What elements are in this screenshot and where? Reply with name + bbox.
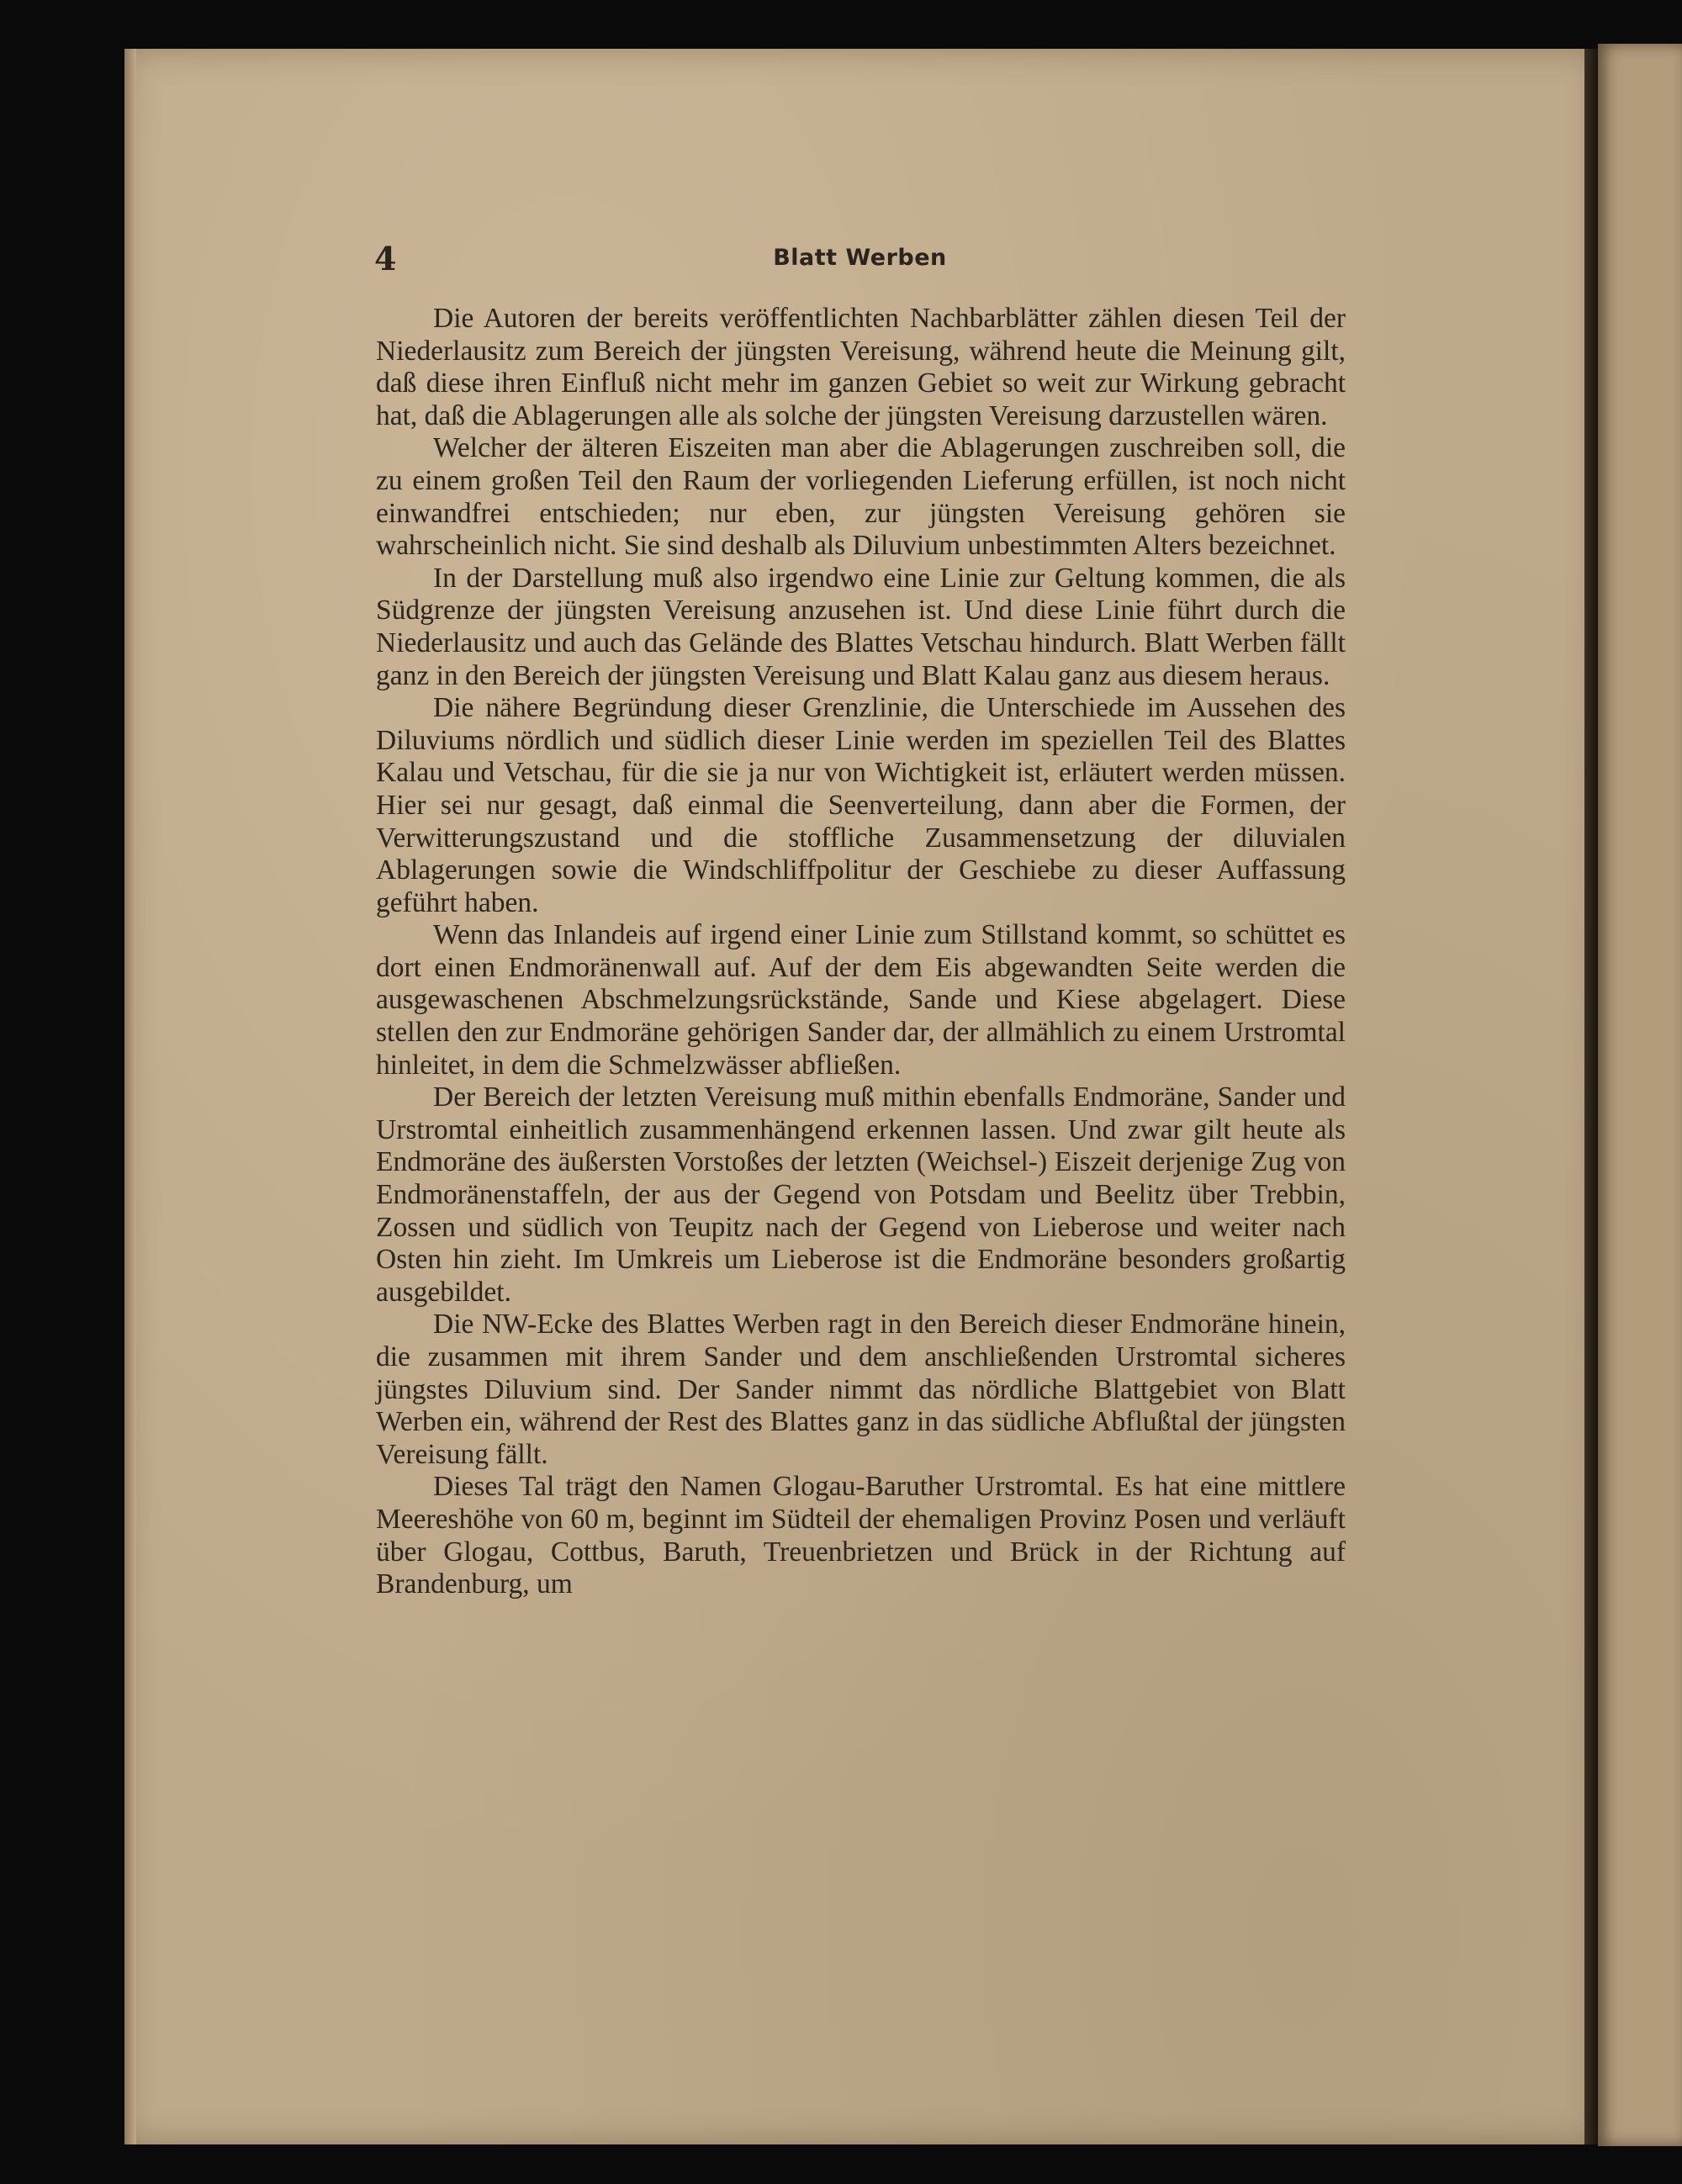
- body-text: [376, 303, 1346, 1601]
- page-header: [374, 240, 1346, 283]
- paragraph: In der Darstellung muß also irgendwo eine Linie zur Geltung kommen, die als Südgrenze der jüngsten Vereisung anzusehen ist. Und diese Linie führt durch die Niederlausitz und auch das Gelände des Blattes Vetschau hindurch. Blatt Werben fällt ganz in den Bereich der jüngsten Vereisung und Blatt Kalau ganz aus diesem heraus.: [376, 562, 1346, 691]
- adjacent-page: [1598, 44, 1682, 2146]
- paragraph: Welcher der älteren Eiszeiten man aber die Ablagerungen zuschreiben soll, die zu einem großen Teil den Raum der vorliegenden Lieferung erfüllen, ist noch nicht einwandfrei entschieden; nur eben, zur jüngsten Vereisung gehören sie wahrscheinlich nicht. Sie sind deshalb als Diluvium unbestimmten Alters bezeichnet.: [376, 432, 1346, 562]
- book-gutter: [1584, 49, 1598, 2144]
- paragraph: Die nähere Begründung dieser Grenzlinie, die Unterschiede im Aussehen des Diluviums nördlich und südlich dieser Linie werden im speziellen Teil des Blattes Kalau und Vetschau, für die sie ja nur von Wichtigkeit ist, erläutert werden müssen. Hier sei nur gesagt, daß einmal die Seenverteilung, dann aber die Formen, der Verwitterungszustand und die stoffliche Zusammensetzung der diluvialen Ablagerungen sowie die Windschliffpolitur der Geschiebe zu dieser Auffassung geführt haben.: [376, 692, 1346, 918]
- running-head: Blatt Werben: [773, 245, 947, 271]
- paragraph: Wenn das Inlandeis auf irgend einer Linie zum Stillstand kommt, so schüttet es dort einen Endmoränenwall auf. Auf der dem Eis abgewandten Seite werden die ausgewaschenen Abschmelzungsrückstände, Sande und Kiese abgelagert. Diese stellen den zur Endmoräne gehörigen Sander dar, der allmählich zu einem Urstromtal hinleitet, in dem die Schmelzwässer abfließen.: [376, 919, 1346, 1081]
- paragraph: Dieses Tal trägt den Namen Glogau-Baruther Urstromtal. Es hat eine mittlere Meereshöhe von 60 m, beginnt im Südteil der ehemaligen Provinz Posen und verläuft über Glogau, Cottbus, Baruth, Treuenbrietzen und Brück in der Richtung auf Brandenburg, um: [376, 1471, 1346, 1600]
- paragraph: Die NW-Ecke des Blattes Werben ragt in den Bereich dieser Endmoräne hinein, die zusammen mit ihrem Sander und dem anschließenden Urstromtal sicheres jüngstes Diluvium sind. Der Sander nimmt das nördliche Blattgebiet von Blatt Werben ein, während der Rest des Blattes ganz in das südliche Abflußtal der jüngsten Vereisung fällt.: [376, 1309, 1346, 1470]
- paragraph: Der Bereich der letzten Vereisung muß mithin ebenfalls Endmoräne, Sander und Urstromtal einheitlich zusammenhängend erkennen lassen. Und zwar gilt heute als Endmoräne des äußersten Vorstoßes der letzten (Weichsel-) Eiszeit derjenige Zug von Endmoränenstaffeln, der aus der Gegend von Potsdam und Beelitz über Trebbin, Zossen und südlich von Teupitz nach der Gegend von Lieberose und weiter nach Osten hin zieht. Im Umkreis um Lieberose ist die Endmoräne besonders großartig ausgebildet.: [376, 1081, 1346, 1308]
- paragraph: Die Autoren der bereits veröffentlichten Nachbarblätter zählen diesen Teil der Niederlausitz zum Bereich der jüngsten Vereisung, während heute die Meinung gilt, daß diese ihren Einfluß nicht mehr im ganzen Gebiet so weit zur Wirkung gebracht hat, daß die Ablagerungen alle als solche der jüngsten Vereisung darzustellen wären.: [376, 303, 1346, 431]
- page-number: 4: [374, 240, 397, 278]
- page-edge-shadow: [124, 49, 136, 2144]
